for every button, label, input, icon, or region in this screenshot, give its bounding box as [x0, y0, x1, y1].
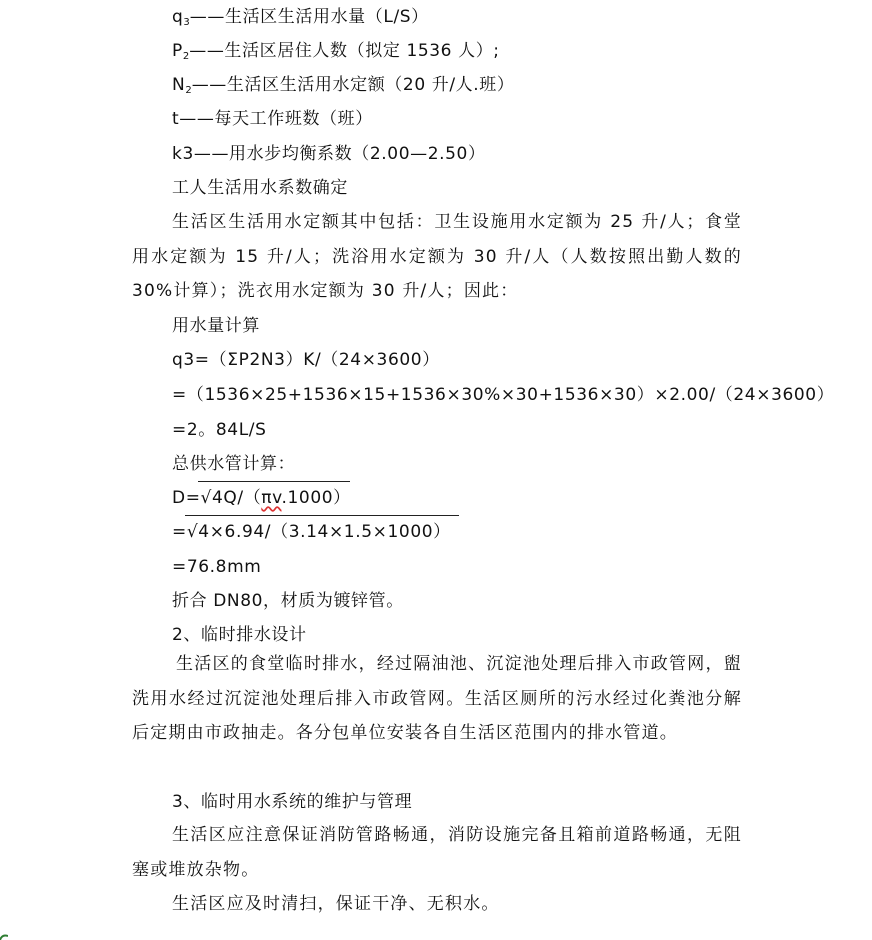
section-2-paragraph: 生活区的食堂临时排水，经过隔油池、沉淀池处理后排入市政管网，盥洗用水经过沉淀池处理后排入市政管网。生活区厕所的污水经过化粪池分解后定期由市政抽走。各分包单位安装各自生活区范围内的排水管道。	[132, 654, 742, 743]
formula-q3-expanded: =（1536×25+1536×15+1536×30%×30+1536×30）×2.00/（24×3600）	[172, 385, 835, 405]
section-3-paragraph-2: 生活区应及时清扫，保证干净、无积水。	[172, 894, 500, 914]
heading-water-calc: 用水量计算	[172, 316, 260, 336]
heading-pipe-calc: 总供水管计算：	[172, 454, 296, 474]
pipe-conclusion: 折合 DN80，材质为镀锌管。	[172, 591, 404, 611]
var-k3-line: k3——用水步均衡系数（2.00—2.50）	[172, 144, 486, 164]
paragraph-quota: 生活区生活用水定额其中包括：卫生设施用水定额为 25 升/人；食堂用水定额为 15 升/人；洗浴用水定额为 30 升/人（人数按照出勤人数的 30%计算）；洗衣用水定额为 30 升/人；因此：	[132, 212, 742, 301]
corner-mark-icon	[0, 930, 8, 940]
sqrt-overline-2	[185, 515, 459, 516]
formula-d-result: =76.8mm	[172, 557, 262, 577]
var-q3-line: $q_3——$生活区生活用水量（L/S）	[172, 7, 429, 28]
section-3-title: 3、临时用水系统的维护与管理	[172, 792, 413, 812]
section-2-title: 2、临时排水设计	[172, 625, 307, 645]
var-n2-line: $N_2——$生活区生活用水定额（20 升/人.班）	[172, 75, 515, 96]
sqrt-overline-1	[198, 481, 350, 482]
spellcheck-underline: πv	[261, 488, 282, 508]
var-t-line: t——每天工作班数（班）	[172, 109, 373, 129]
formula-q3-result: =2。84L/S	[172, 420, 267, 440]
formula-d: D=√4Q/（πv.1000）	[172, 488, 351, 508]
section-3-paragraph-1: 生活区应注意保证消防管路畅通，消防设施完备且箱前道路畅通，无阻塞或堆放杂物。	[132, 825, 742, 880]
heading-coefficient: 工人生活用水系数确定	[172, 178, 348, 198]
formula-d-expanded: =√4×6.94/（3.14×1.5×1000）	[172, 522, 451, 542]
formula-q3: q3=（ΣP2N3）K/（24×3600）	[172, 350, 440, 370]
var-p2-line: $P_2——$生活区居住人数（拟定 1536 人）;	[172, 41, 500, 62]
